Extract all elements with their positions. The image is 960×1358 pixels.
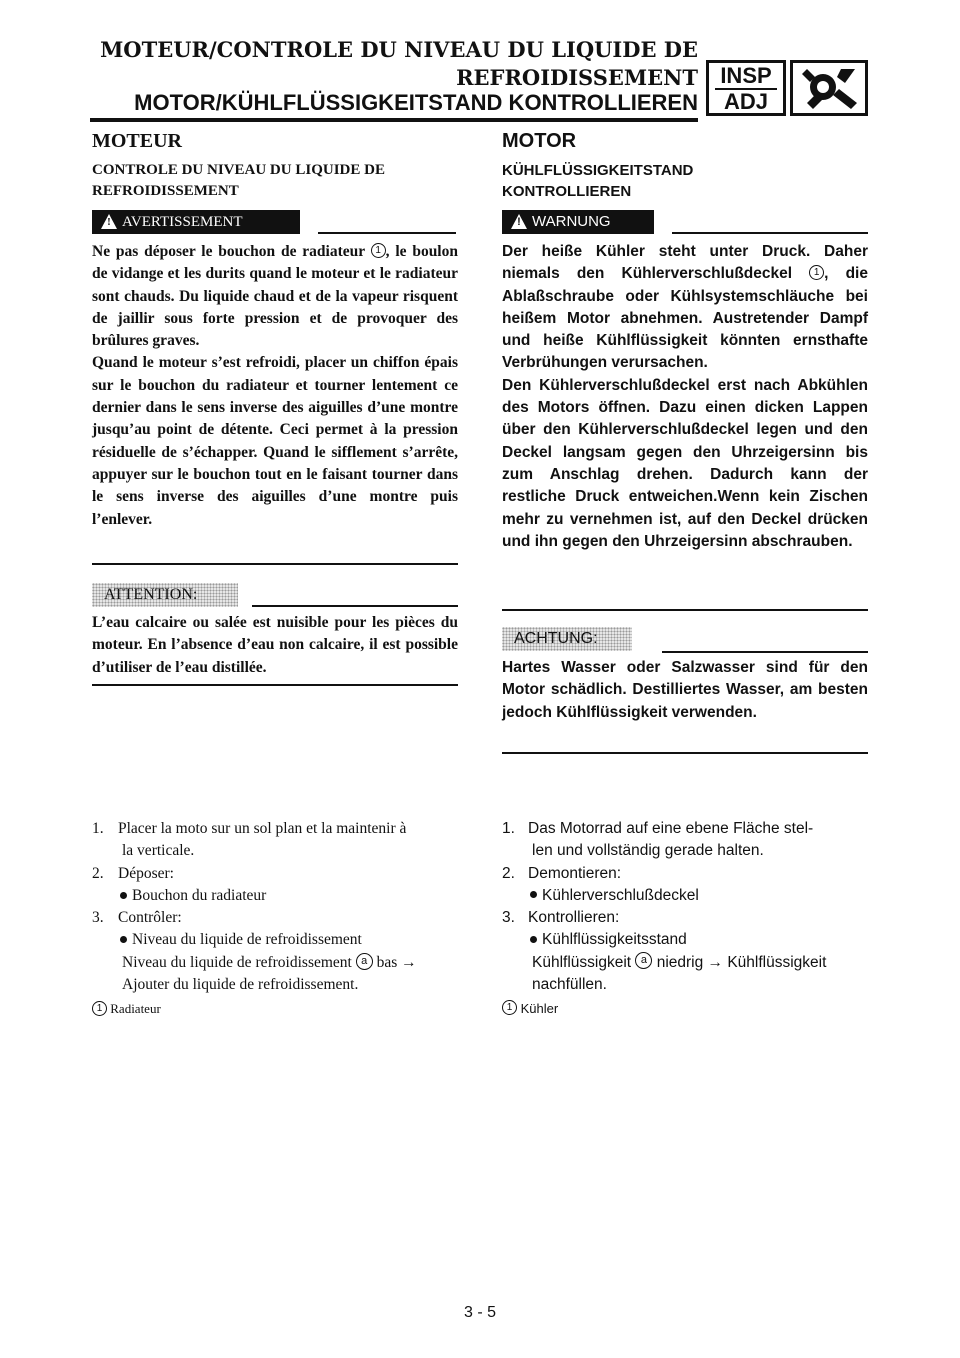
- fr-warning-p1-post: , le boulon de vidange et les durits quand le moteur et le radiateur sont chauds. Du liquide chaud et de la vapeur risquent de jaillir sous forte pression et de provoquer des brûlures graves.: [92, 243, 458, 350]
- fr-caution-end-rule: [92, 684, 458, 686]
- fr-legend: Radiateur: [110, 1001, 161, 1017]
- header-title-fr-line2: REFROIDISSEMENT: [456, 65, 698, 90]
- de-step1-text-a: Das Motorrad auf eine ebene Fläche stel-: [528, 820, 814, 837]
- fr-step3-detail2: Ajouter du liquide de refroidissement.: [122, 976, 359, 994]
- fr-step2-item: Bouchon du radiateur: [132, 886, 267, 904]
- fr-step3-item: Niveau du liquide de refroidissement: [132, 931, 362, 949]
- de-warning-text: [502, 241, 868, 553]
- fr-subtitle-line1: CONTROLE DU NIVEAU DU LIQUIDE DE: [92, 162, 385, 178]
- fr-caution-label: ATTENTION:: [104, 586, 198, 603]
- badge-bottom-text: ADJ: [723, 89, 768, 114]
- fr-warning-p2: Quand le moteur s’est refroidi, placer un chiffon épais sur le bouchon du radiateur et tourner lentement ce dernier dans le sens inverse des aiguilles d’une montre jusqu’au point de détente. Ceci permet à la pression résiduelle de s’échapper. Quand le sifflement s’arrête, appuyer sur le bouchon tout en le faisant tourner dans le sens inverse des aiguilles d’une montre puis l’enlever.: [92, 354, 458, 528]
- de-subtitle-line1: KÜHLFLÜSSIGKEITSTAND: [502, 162, 694, 179]
- fr-step3-num: 3.: [92, 909, 104, 927]
- fr-warning-text: [92, 241, 458, 531]
- de-step1-text-b: len und vollständig gerade halten.: [532, 842, 764, 860]
- de-step2-num: 2.: [502, 864, 515, 882]
- marker-a: a: [356, 953, 373, 970]
- de-step3-detail-pre: Kühlflüssigkeit: [532, 953, 636, 971]
- fr-step1-text-a: Placer la moto sur un sol plan et la maintenir à: [118, 820, 407, 837]
- de-warning-p2: Den Kühlerverschlußdeckel erst nach Abkühlen des Motors öffnen. Dazu einen dicken Lappen über den Kühlerverschlußdeckel legen und den Deckel langsam gegen den Uhrzeigersinn bis zum Anschlag drehen. Dadurch kann der restliche Druck entweichen.Wenn kein Zischen mehr zu vernehmen ist, auf den Deckel drücken und ihn gegen den Uhrzeigersinn abschrauben.: [502, 376, 868, 550]
- de-section-title: MOTOR: [502, 130, 577, 152]
- insp-adj-badge: [706, 60, 786, 116]
- header-rule: [90, 118, 698, 122]
- fr-warning-p1-pre: Ne pas déposer le bouchon de radiateur: [92, 243, 371, 260]
- fr-subtitle-line2: REFROIDISSEMENT: [92, 183, 239, 199]
- fr-caution-badge: [92, 583, 238, 607]
- de-step1-num: 1.: [502, 820, 515, 837]
- marker-1: 1: [502, 1000, 517, 1015]
- fr-section-title: MOTEUR: [92, 130, 182, 152]
- marker-1: 1: [371, 243, 386, 258]
- de-legend: Kühler: [520, 1001, 559, 1017]
- fr-step3-detail-post: bas →: [372, 953, 417, 971]
- fr-warning-label: AVERTISSEMENT: [122, 214, 243, 230]
- fr-step3-detail-pre: Niveau du liquide de refroidissement: [122, 953, 356, 971]
- de-subtitle-line2: KONTROLLIEREN: [502, 183, 632, 200]
- de-warning-label: WARNUNG: [532, 213, 611, 230]
- de-step3-item: Kühlflüssigkeitsstand: [542, 931, 687, 949]
- bullet-icon: [530, 891, 537, 898]
- fr-warning-rule: [318, 232, 456, 234]
- fr-step2-text: Déposer:: [118, 864, 174, 882]
- header-title-fr-line1: MOTEUR/CONTROLE DU NIVEAU DU LIQUIDE DE: [100, 37, 698, 62]
- marker-a: a: [635, 952, 652, 969]
- de-caution-badge: [502, 627, 632, 651]
- fr-caution-text: L’eau calcaire ou salée est nuisible pour les pièces du moteur. En l’absence d’eau non calcaire, il est possible d’utiliser de l’eau distillée.: [92, 614, 458, 676]
- header-title-de: MOTOR/KÜHLFLÜSSIGKEITSTAND KONTROLLIEREN: [134, 90, 698, 115]
- de-steps: [502, 818, 872, 1021]
- fr-warning-end-rule: [92, 563, 458, 565]
- de-warning-p1-post: , die Ablaßschraube oder Kühlsystemschläuche bei heißem Motor abnehmen. Austretender Dampf und heiße Kühlflüssigkeit könnten ernsthafte Verbrühungen verursachen.: [502, 265, 868, 372]
- de-step2-item: Kühlerverschlußdeckel: [542, 886, 699, 904]
- de-step3-detail-post: niedrig → Kühlflüssigkeit: [652, 953, 827, 971]
- de-warning-badge: ! WARNUNG: [502, 210, 654, 234]
- badge-top-text: INSP: [720, 63, 772, 88]
- bullet-icon: [530, 936, 537, 943]
- marker-1: 1: [809, 265, 824, 280]
- fr-warning-badge: ! AVERTISSEMENT: [92, 210, 300, 234]
- marker-1: 1: [92, 1001, 107, 1016]
- de-caution-label: ACHTUNG:: [514, 630, 598, 647]
- bullet-icon: [120, 936, 127, 943]
- de-warning-end-rule: [502, 609, 868, 611]
- fr-caution-rule: [252, 605, 458, 607]
- de-warning-rule: [672, 232, 868, 234]
- de-step2-text: Demontieren:: [528, 864, 622, 882]
- bullet-icon: [120, 892, 127, 899]
- fr-step1-text-b: la verticale.: [122, 842, 195, 860]
- de-step3-detail2: nachfüllen.: [532, 976, 607, 994]
- fr-step2-num: 2.: [92, 864, 104, 882]
- de-subtitle: [502, 160, 862, 202]
- fr-step3-text: Contrôler:: [118, 909, 182, 927]
- page-number: 3 - 5: [463, 1304, 496, 1321]
- de-caution-rule: [662, 651, 868, 653]
- de-step3-text: Kontrollieren:: [528, 909, 620, 927]
- fr-steps: [92, 818, 462, 1021]
- de-warning-p1-pre: Der heiße Kühler steht unter Druck. Daher niemals den Kühlerverschlußdeckel: [502, 243, 868, 283]
- de-step3-num: 3.: [502, 909, 515, 927]
- de-caution-end-rule: [502, 752, 868, 754]
- wrench-icon-box: [790, 60, 868, 116]
- fr-subtitle: [92, 160, 452, 202]
- de-caution-text: Hartes Wasser oder Salzwasser sind für den Motor schädlich. Destilliertes Wasser, am besten jedoch Kühlflüssigkeit verwenden.: [502, 659, 868, 721]
- fr-step1-num: 1.: [92, 820, 104, 837]
- wrench-icon: [793, 63, 865, 113]
